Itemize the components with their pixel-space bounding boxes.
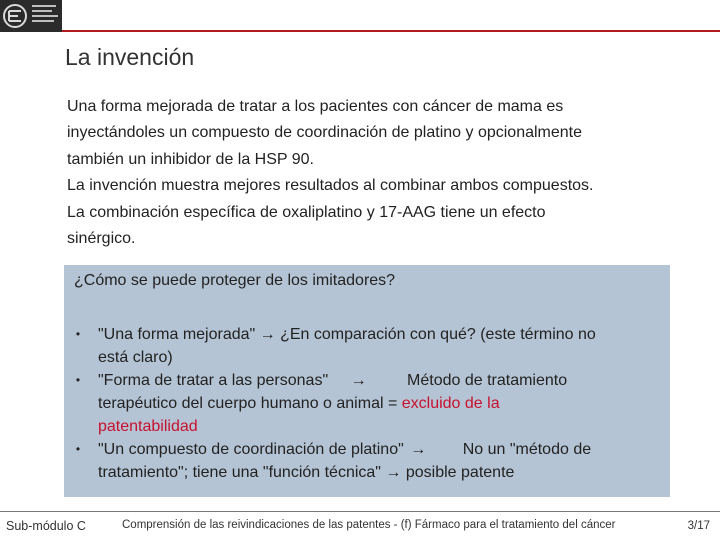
intro-line: sinérgico.	[67, 230, 136, 248]
bullet-line	[98, 438, 668, 461]
bullet-line: "Una forma mejorada" → ¿En comparación con qué? (este término no	[98, 326, 596, 343]
excluded-text: excluido de la	[401, 395, 500, 412]
footer-module: Sub-módulo C	[6, 519, 86, 533]
intro-text	[67, 94, 707, 252]
question-heading: ¿Cómo se puede proteger de los imitadores?	[74, 272, 396, 289]
header-rule	[62, 30, 720, 32]
question-box	[64, 265, 670, 497]
intro-line: inyectándoles un compuesto de coordinación de platino y opcionalmente	[67, 124, 583, 142]
arrow-icon: →	[350, 372, 367, 389]
bullet-text: "Un compuesto de coordinación de platino"	[98, 441, 404, 458]
organization-logo	[0, 0, 62, 32]
page-number: 3/17	[687, 520, 710, 532]
bullet-text: No un "método de	[462, 441, 592, 458]
bullet-item	[72, 369, 668, 438]
logo-wordmark	[32, 5, 60, 25]
footer-title: Comprensión de las reivindicaciones de las patentes - (f) Fármaco para el tratamiento del cáncer	[122, 519, 616, 531]
bullet-text: "Forma de tratar a las personas"	[98, 372, 329, 389]
bullet-item	[72, 438, 668, 484]
arrow-icon: →	[410, 441, 427, 458]
bullet-line	[98, 392, 668, 415]
bullet-item	[72, 323, 668, 369]
footer-rule	[0, 511, 720, 512]
intro-line: también un inhibidor de la HSP 90.	[67, 150, 314, 168]
intro-line: La invención muestra mejores resultados al combinar ambos compuestos.	[67, 177, 594, 195]
bullet-icon: •	[75, 327, 81, 341]
bullet-text: terapéutico del cuerpo humano o animal =	[98, 395, 402, 412]
bullet-line	[98, 369, 668, 392]
excluded-text: patentabilidad	[98, 418, 198, 435]
intro-line: Una forma mejorada de tratar a los pacientes con cáncer de mama es	[67, 98, 564, 115]
slide-title: La invención	[65, 44, 195, 70]
bullet-icon: •	[75, 373, 81, 387]
intro-line: La combinación específica de oxaliplatino y 17-AAG tiene un efecto	[67, 203, 546, 221]
bullet-line: está claro)	[98, 349, 173, 366]
bullet-icon: •	[75, 442, 81, 456]
bullet-text: Método de tratamiento	[407, 372, 568, 389]
bullet-line: tratamiento"; tiene una "función técnica" → posible patente	[98, 464, 515, 481]
bullet-line	[98, 415, 668, 438]
bullet-list	[72, 323, 668, 484]
epo-logo-icon	[3, 3, 27, 29]
